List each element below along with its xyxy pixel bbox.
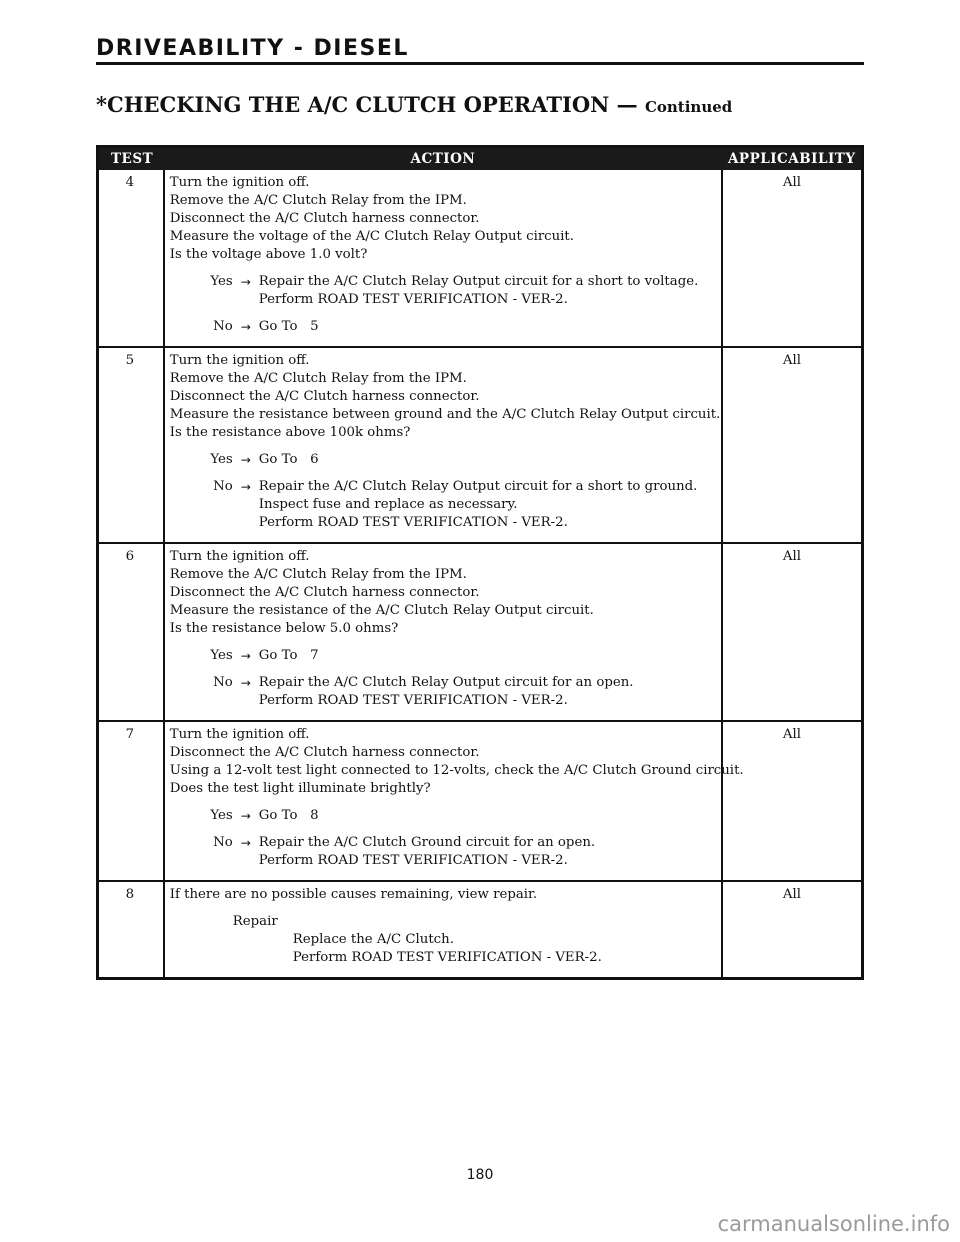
right-arrow-icon: →: [240, 275, 251, 289]
test-number: 5: [98, 347, 164, 543]
result-line: Repair the A/C Clutch Relay Output circuit for a short to ground.: [258, 479, 698, 494]
no-result: [259, 674, 721, 710]
result-line: Go To 8: [258, 808, 319, 823]
step-line: Turn the ignition off.: [169, 353, 310, 368]
repair-block: [170, 913, 721, 967]
table-row: [98, 347, 863, 543]
yes-label: Yes: [210, 452, 233, 467]
step-line: Remove the A/C Clutch Relay from the IPM.: [169, 371, 467, 386]
test-action: [164, 881, 722, 979]
result-line: Repair the A/C Clutch Relay Output circuit for an open.: [258, 675, 634, 690]
yes-result: [259, 273, 721, 309]
result-line: Perform ROAD TEST VERIFICATION - VER-2.: [258, 292, 568, 307]
step-line: Does the test light illuminate brightly?: [169, 781, 431, 796]
step-line: Remove the A/C Clutch Relay from the IPM.: [169, 193, 467, 208]
result-line: Repair the A/C Clutch Relay Output circuit for a short to voltage.: [258, 274, 699, 289]
column-header-test: TEST: [98, 147, 164, 171]
step-line: Turn the ignition off.: [169, 175, 310, 190]
test-number: 6: [98, 543, 164, 721]
step-line: Measure the resistance between ground and the A/C Clutch Relay Output circuit.: [169, 407, 721, 422]
step-line: Disconnect the A/C Clutch harness connector.: [169, 211, 480, 226]
no-label: No: [213, 479, 233, 494]
repair-line: Replace the A/C Clutch.: [292, 932, 454, 947]
right-arrow-icon: →: [240, 809, 251, 823]
result-line: Repair the A/C Clutch Ground circuit for an open.: [258, 835, 596, 850]
test-number: 4: [98, 170, 164, 347]
no-label: No: [213, 835, 233, 850]
no-branch: [170, 674, 721, 710]
no-branch: [170, 478, 721, 532]
result-line: Inspect fuse and replace as necessary.: [258, 497, 518, 512]
test-number: 8: [98, 881, 164, 979]
step-line: Is the voltage above 1.0 volt?: [169, 247, 368, 262]
result-line: Perform ROAD TEST VERIFICATION - VER-2.: [258, 693, 568, 708]
yes-branch: [170, 647, 721, 665]
diagnostic-test-table: [96, 145, 864, 980]
step-line: Disconnect the A/C Clutch harness connector.: [169, 585, 480, 600]
step-line: Turn the ignition off.: [169, 727, 310, 742]
table-row: [98, 721, 863, 881]
test-number: 7: [98, 721, 164, 881]
result-line: Go To 7: [258, 648, 319, 663]
yes-result: [259, 647, 721, 665]
test-action: [164, 721, 744, 881]
result-line: Perform ROAD TEST VERIFICATION - VER-2.: [258, 853, 568, 868]
no-result: [259, 318, 721, 336]
repair-lines: [233, 931, 721, 967]
no-result: [259, 478, 721, 532]
step-line: Measure the resistance of the A/C Clutch Relay Output circuit.: [169, 603, 594, 618]
yes-branch: [170, 451, 721, 469]
page-title: [96, 92, 732, 117]
yes-branch: [170, 273, 721, 309]
test-action: [164, 347, 722, 543]
result-line: Go To 5: [258, 319, 319, 334]
table-row: [98, 543, 863, 721]
test-applicability: All: [722, 721, 863, 881]
yes-label: Yes: [210, 274, 233, 289]
yes-label: Yes: [210, 648, 233, 663]
test-applicability: All: [722, 881, 863, 979]
right-arrow-icon: →: [240, 649, 251, 663]
yes-result: [259, 807, 721, 825]
test-applicability: All: [722, 347, 863, 543]
test-action: [164, 543, 722, 721]
no-branch: [170, 318, 721, 336]
step-line: Disconnect the A/C Clutch harness connector.: [169, 745, 480, 760]
right-arrow-icon: →: [240, 676, 251, 690]
page-title-main: *CHECKING THE A/C CLUTCH OPERATION —: [96, 92, 638, 117]
table-row: [98, 881, 863, 979]
table-header-row: [98, 147, 863, 171]
page-title-continued: Continued: [644, 98, 733, 116]
right-arrow-icon: →: [240, 320, 251, 334]
yes-result: [259, 451, 721, 469]
result-line: Go To 6: [258, 452, 319, 467]
no-label: No: [213, 675, 233, 690]
yes-branch: [170, 807, 721, 825]
step-line: Turn the ignition off.: [169, 549, 310, 564]
step-line: Remove the A/C Clutch Relay from the IPM.: [169, 567, 467, 582]
page-number: 180: [466, 1167, 494, 1183]
test-applicability: All: [782, 175, 802, 190]
step-line: Disconnect the A/C Clutch harness connector.: [169, 389, 480, 404]
right-arrow-icon: →: [240, 836, 251, 850]
table-row: [98, 170, 863, 347]
repair-label: Repair: [232, 914, 278, 929]
watermark: carmanualsonline.info: [717, 1212, 950, 1236]
step-line: Using a 12-volt test light connected to 12-volts, check the A/C Clutch Ground circuit.: [169, 763, 744, 778]
step-line: Measure the voltage of the A/C Clutch Relay Output circuit.: [169, 229, 575, 244]
header-rule: [96, 62, 864, 65]
test-applicability: All: [722, 543, 863, 721]
yes-label: Yes: [210, 808, 233, 823]
step-line: If there are no possible causes remaining, view repair.: [169, 887, 538, 902]
repair-line: Perform ROAD TEST VERIFICATION - VER-2.: [292, 950, 602, 965]
result-line: Perform ROAD TEST VERIFICATION - VER-2.: [258, 515, 568, 530]
column-header-action: ACTION: [164, 147, 722, 171]
section-header: DRIVEABILITY - DIESEL: [96, 36, 409, 61]
test-action: [164, 170, 722, 347]
no-branch: [170, 834, 721, 870]
step-line: Is the resistance below 5.0 ohms?: [169, 621, 399, 636]
step-line: Is the resistance above 100k ohms?: [169, 425, 411, 440]
column-header-applicability: APPLICABILITY: [722, 147, 863, 171]
no-label: No: [213, 319, 233, 334]
right-arrow-icon: →: [240, 480, 251, 494]
right-arrow-icon: →: [240, 453, 251, 467]
no-result: [259, 834, 721, 870]
